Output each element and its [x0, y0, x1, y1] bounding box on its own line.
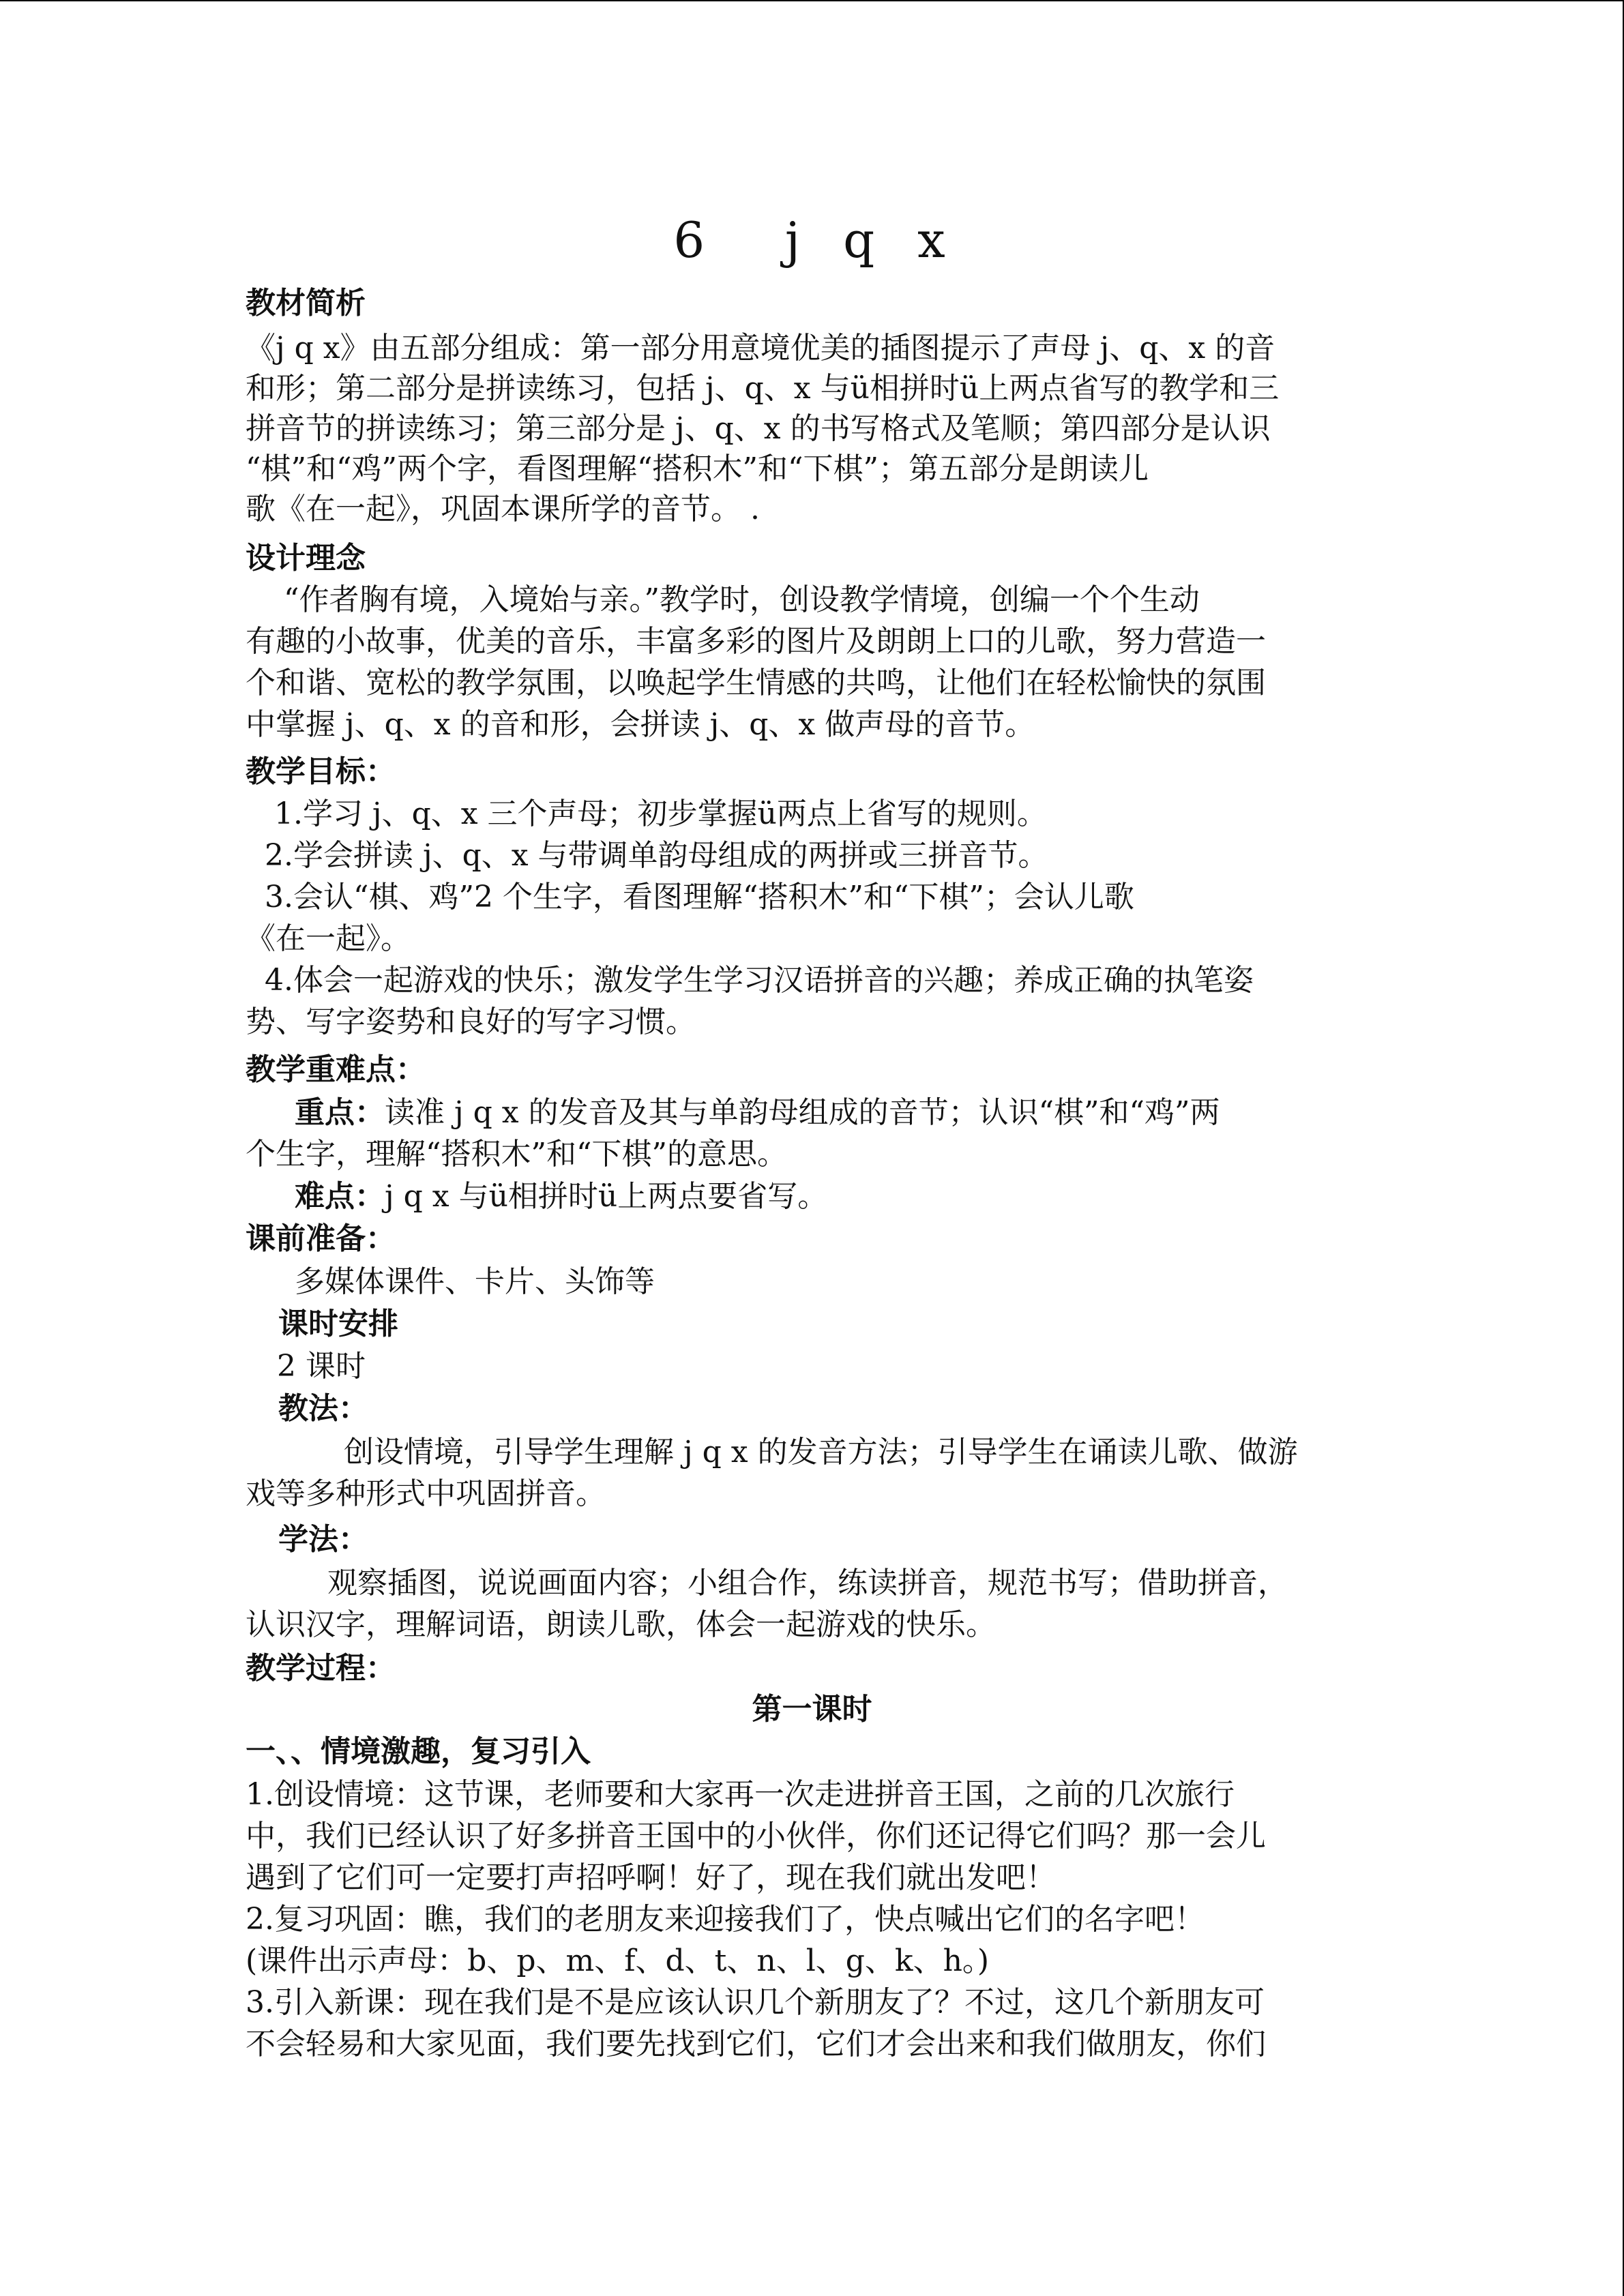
step1-line: 1.创设情境：这节课，老师要和大家再一次走进拼音王国，之前的几次旅行 [246, 1777, 1235, 1812]
page-border-top [0, 0, 1624, 1]
method-heading: 教法： [278, 1391, 368, 1426]
schedule-heading: 课时安排 [278, 1307, 398, 1341]
document-title: 6 j q x [673, 211, 951, 269]
concept-line: 有趣的小故事，优美的音乐，丰富多彩的图片及朗朗上口的儿歌，努力营造一 [246, 624, 1266, 659]
analysis-line: 《j q x》由五部分组成：第一部分用意境优美的插图提示了声母 j、q、x 的音 [246, 331, 1275, 366]
analysis-line: “棋”和“鸡”两个字，看图理解“搭积木”和“下棋”；第五部分是朗读儿 [246, 451, 1149, 486]
schedule-text: 2 课时 [277, 1349, 366, 1384]
goals-heading: 教学目标： [246, 754, 396, 789]
difficulty-text: j q x 与ü相拼时ü上两点要省写。 [385, 1179, 828, 1214]
method-line: 戏等多种形式中巩固拼音。 [246, 1476, 606, 1511]
step1-line: 遇到了它们可一定要打声招呼啊！好了，现在我们就出发吧！ [246, 1860, 1056, 1895]
process-heading: 教学过程： [246, 1651, 396, 1686]
goal-line: 《在一起》。 [246, 921, 411, 956]
step1-line: 不会轻易和大家见面，我们要先找到它们，它们才会出来和我们做朋友，你们 [246, 2027, 1266, 2061]
concept-line: 中掌握 j、q、x 的音和形，会拼读 j、q、x 做声母的音节。 [246, 707, 1035, 742]
goal-line: 4.体会一起游戏的快乐；激发学生学习汉语拼音的兴趣；养成正确的执笔姿 [246, 963, 1254, 998]
analysis-heading: 教材简析 [246, 286, 366, 320]
keypoint-text: 读准 j q x 的发音及其与单韵母组成的音节；认识“棋”和“鸡”两 [385, 1095, 1220, 1130]
concept-line: “作者胸有境，入境始与亲。”教学时，创设教学情境，创编一个个生动 [246, 582, 1200, 617]
goal-line: 3.会认“棋、鸡”2 个生字，看图理解“搭积木”和“下棋”；会认儿歌 [246, 880, 1134, 914]
keypoints-heading: 教学重难点： [246, 1052, 426, 1087]
study-line: 认识汉字，理解词语，朗读儿歌，体会一起游戏的快乐。 [246, 1607, 996, 1642]
goal-line: 1.学习 j、q、x 三个声母；初步掌握ü两点上省写的规则。 [246, 796, 1047, 831]
prep-heading: 课前准备： [246, 1221, 396, 1256]
keypoint-line [295, 1093, 1220, 1133]
difficulty-label: 难点： [295, 1179, 385, 1214]
concept-heading: 设计理念 [246, 541, 366, 576]
goal-line: 2.学会拼读 j、q、x 与带调单韵母组成的两拼或三拼音节。 [246, 838, 1048, 873]
step1-heading: 一、、情境激趣，复习引入 [246, 1734, 591, 1769]
method-line: 创设情境，引导学生理解 j q x 的发音方法；引导学生在诵读儿歌、做游 [344, 1435, 1298, 1470]
concept-line: 个和谐、宽松的教学氛围，以唤起学生情感的共鸣，让他们在轻松愉快的氛围 [246, 666, 1266, 700]
analysis-line: 歌《在一起》，巩固本课所学的音节。 . [246, 492, 760, 526]
study-heading: 学法： [278, 1522, 368, 1557]
prep-text: 多媒体课件、卡片、头饰等 [295, 1264, 655, 1299]
step1-line: 3.引入新课：现在我们是不是应该认识几个新朋友了？不过，这几个新朋友可 [246, 1985, 1265, 2020]
difficulty-line [295, 1177, 827, 1217]
keypoint-line-2: 个生字，理解“搭积木”和“下棋”的意思。 [246, 1137, 787, 1172]
analysis-line: 拼音节的拼读练习；第三部分是 j、q、x 的书写格式及笔顺；第四部分是认识 [246, 411, 1271, 446]
step1-line: 2.复习巩固：瞧，我们的老朋友来迎接我们了，快点喊出它们的名字吧！ [246, 1902, 1205, 1937]
step1-line: 中，我们已经认识了好多拼音王国中的小伙伴，你们还记得它们吗？那一会儿 [246, 1819, 1266, 1853]
keypoint-label: 重点： [295, 1095, 385, 1130]
analysis-line: 和形；第二部分是拼读练习，包括 j、q、x 与ü相拼时ü上两点省写的教学和三 [246, 371, 1280, 406]
study-line: 观察插图，说说画面内容；小组合作，练读拼音，规范书写；借助拼音， [327, 1566, 1288, 1600]
step1-line: (课件出示声母：b、p、m、f、d、t、n、l、g、k、h。) [246, 1943, 990, 1978]
goal-line: 势、写字姿势和良好的写字习惯。 [246, 1004, 696, 1039]
lesson-title: 第一课时 [752, 1692, 872, 1727]
